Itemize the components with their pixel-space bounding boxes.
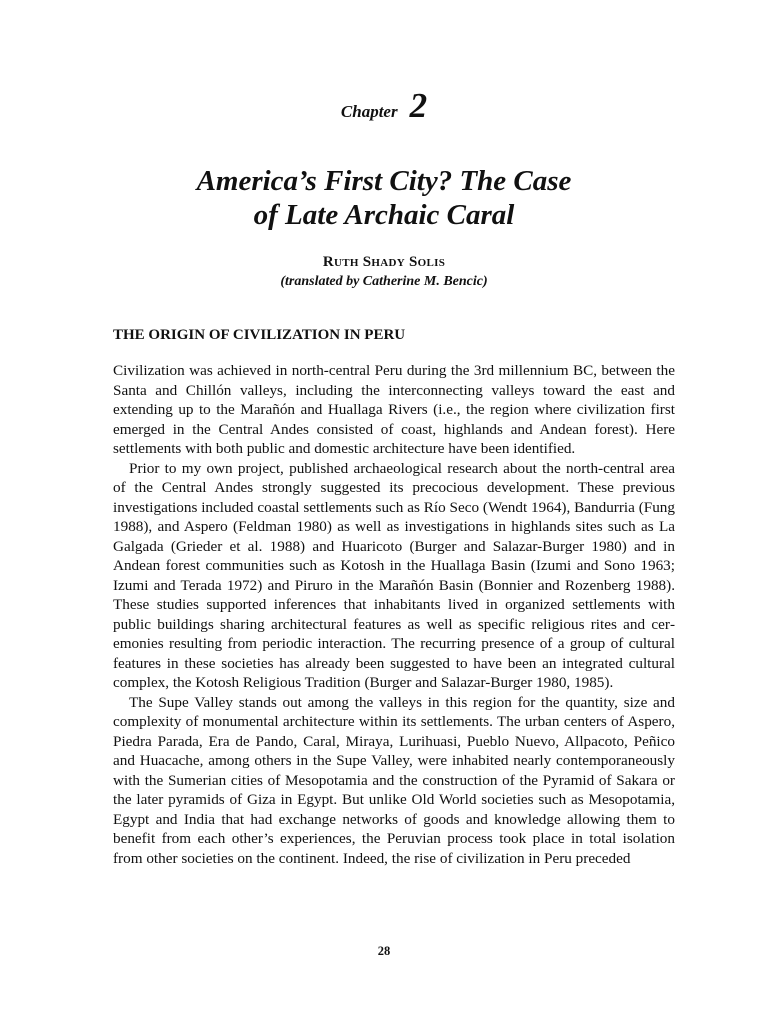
translator-credit: (translated by Catherine M. Bencic): [280, 274, 488, 289]
paragraph: The Supe Valley stands out among the valleys in this region for the quantity, size and complexity of monumental architecture within its settlements. The urban centers of Aspero, Piedra Parada, Era de Pando, Caral, Miraya, Lurihuasi, Pueblo Nuevo, Allpacoto, Peñico and Huacache, among others in the Supe Valley, were inhabited nearly contemporaneously with the Sumerian cities of Mesopotamia and the construction of the Pyramid of Sakara or the later pyramids of Giza in Egypt. But unlike Old World societies such as Mesopotamia, Egypt and India that had exchange networks of goods and knowledge allowing them to benefit from each other’s experiences, the Peruvian process took place in total isolation from other societies on the continent. Indeed, the rise of civilization in Peru preceded: [113, 693, 675, 867]
page-number: 28: [377, 944, 391, 958]
chapter-number: 2: [409, 86, 428, 125]
chapter-title: [0, 164, 768, 232]
section-heading: THE ORIGIN OF CIVILIZATION IN PERU: [113, 327, 406, 343]
chapter-label: Chapter: [340, 102, 398, 121]
paragraph: Civilization was achieved in north-central Peru during the 3rd millennium BC, between the Santa and Chillón valleys, including the interconnecting valleys toward the east and extending up to the Marañón and Huallaga Rivers (i.e., the region where civilization first emerged in the Central Andes consisted of coast, highlands and Andean forest). Here settlements with both public and domestic architecture have been identified.: [113, 362, 675, 457]
author-name: Ruth Shady Solis: [322, 254, 446, 270]
paragraph: Prior to my own project, published archaeological research about the north-central area of the Central Andes strongly suggested its precocious development. These previous investigations included coastal settlements such as Río Seco (Wendt 1964), Bandurria (Fung 1988), and Aspero (Feldman 1980) as well as investigations in highlands sites such as La Galgada (Grieder et al. 1988) and Huaricoto (Burger and Salazar-Burger 1980) and in Andean forest communities such as Kotosh in the Huallaga Basin (Izumi and Sono 1963; Izumi and Terada 1972) and Piruro in the Marañón Basin (Bonnier and Rozenberg 1988). These studies supported inferences that inhabitants lived in organized settlements with public buildings sharing architectural features as well as specific religious rites and ceremonies resulting from periodic interaction. The recurring presence of a group of cultural features in these societies has already been suggested to have been an integrated cultural complex, the Kotosh Religious Tradition (Burger and Salazar-Burger 1980, 1985).: [113, 459, 675, 691]
chapter-title-line-1: America’s First City? The Case: [196, 165, 572, 197]
chapter-title-line-2: of Late Archaic Caral: [253, 199, 515, 231]
chapter-heading: [0, 86, 768, 126]
body-text: [113, 361, 675, 868]
